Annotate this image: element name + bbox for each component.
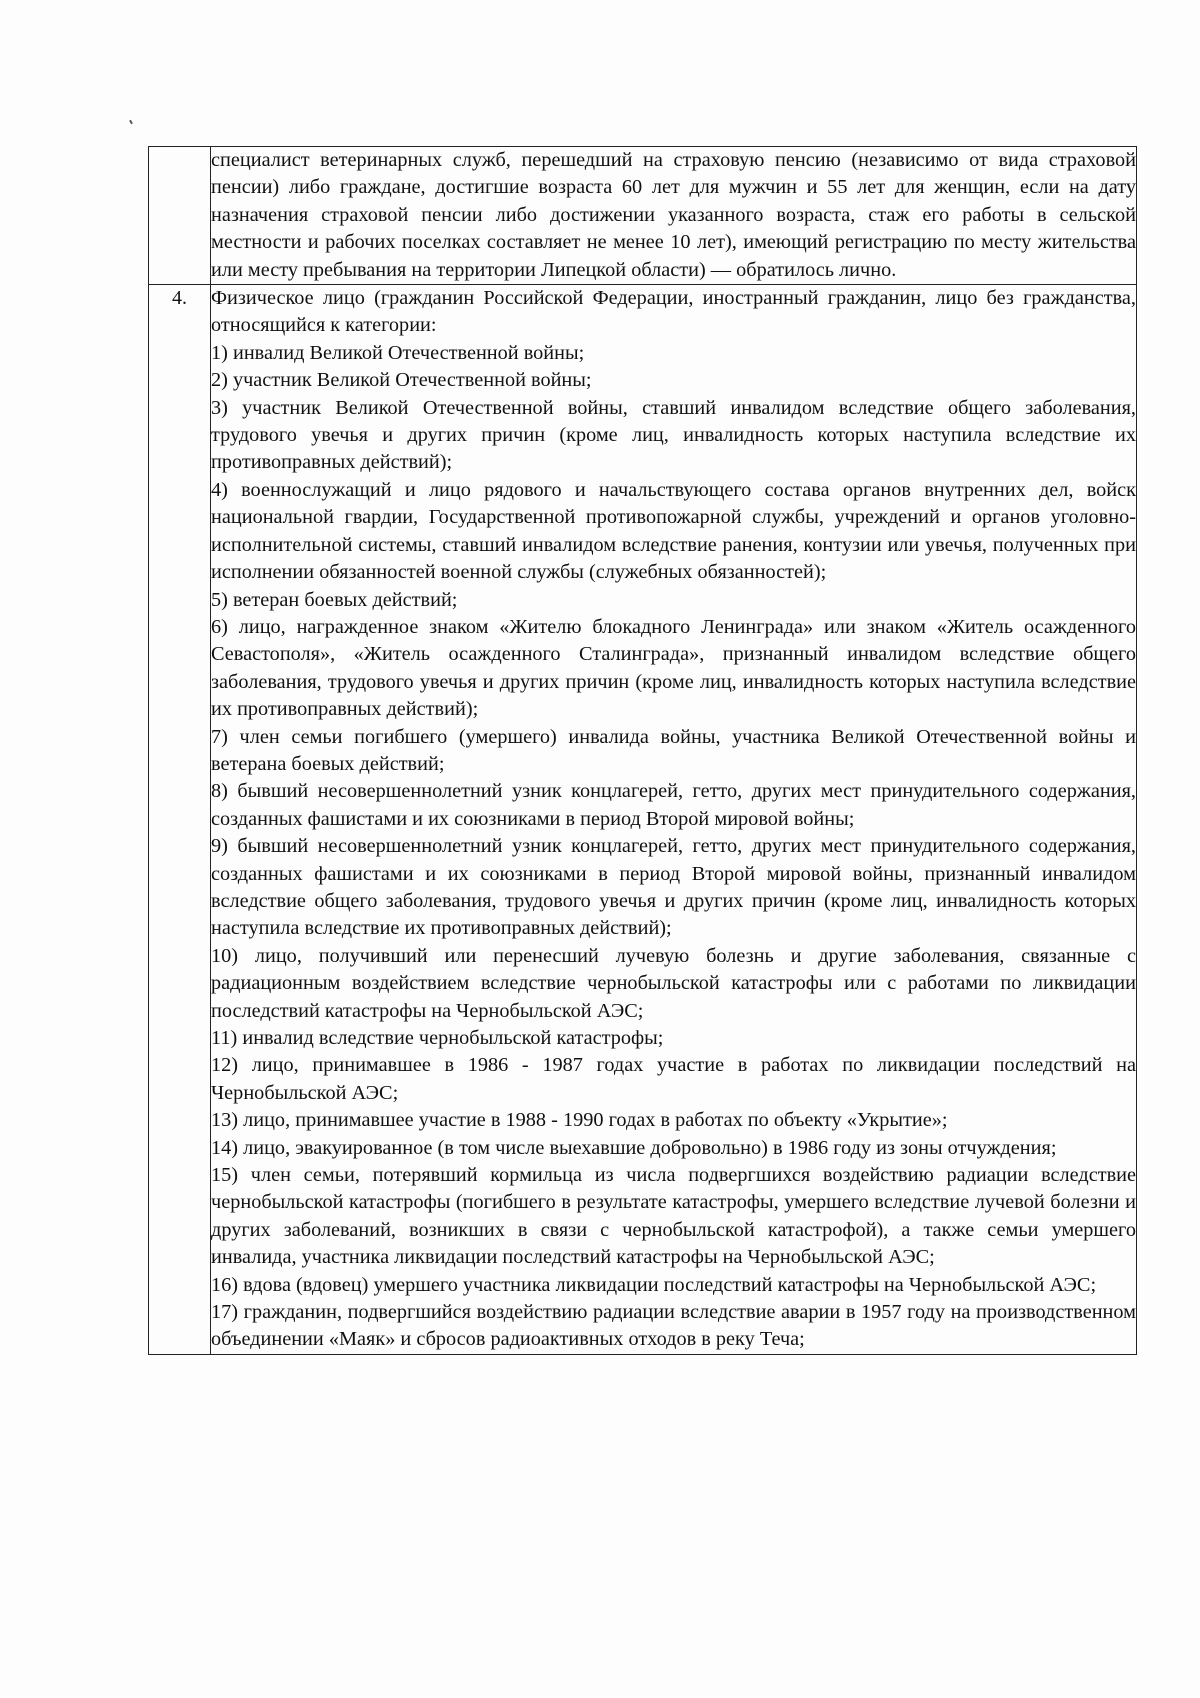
continuation-paragraph: специалист ветеринарных служб, перешедший на страховую пенсию (независимо от вида страховой пенсии) либо граждане, достигшие возраста 60 лет для мужчин и 55 лет для женщин, если на дату назначения страховой пенсии либо достижении указанного возраста, стаж его работы в сельской местности и рабочих поселках составляет не менее 10 лет), имеющий регистрацию по месту жительства или месту пребывания на территории Липецкой области) — обратилось лично. xyxy=(211,149,1136,281)
list-item: 14) лицо, эвакуированное (в том числе выехавшие добровольно) в 1986 году из зоны отчуждения; xyxy=(211,1136,1057,1159)
row-text-cell-continuation xyxy=(211,147,1137,285)
row-number-cell-empty xyxy=(149,147,211,285)
document-table xyxy=(148,146,1137,1355)
row-text-cell-4 xyxy=(211,285,1137,1355)
table-row-continuation xyxy=(149,147,1137,285)
list-item: 17) гражданин, подвергшийся воздействию радиации вследствие аварии в 1957 году на производственном объединении «Маяк» и сбросов радиоактивных отходов в реку Теча; xyxy=(211,1301,1136,1351)
list-item: 10) лицо, получивший или перенесший лучевую болезнь и другие заболевания, связанные с радиационным воздействием вследствие чернобыльской катастрофы или с работами по ликвидации последствий катастрофы на Чернобыльской АЭС; xyxy=(211,944,1136,1022)
list-item: 5) ветеран боевых действий; xyxy=(211,588,458,611)
list-item: 16) вдова (вдовец) умершего участника ликвидации последствий катастрофы на Чернобыльской АЭС; xyxy=(211,1273,1097,1296)
list-item: 15) член семьи, потерявший кормильца из числа подвергшихся воздействию радиации вследствие чернобыльской катастрофы (погибшего в результате катастрофы, умершего вследствие лучевой болезни и других заболеваний, возникших в связи с чернобыльской катастрофой), а также семьи умершего инвалида, участника ликвидации последствий катастрофы на Чернобыльской АЭС; xyxy=(211,1164,1136,1269)
list-item: 4) военнослужащий и лицо рядового и начальствующего состава органов внутренних дел, войск национальной гвардии, Государственной противопожарной службы, учреждений и органов уголовно-исполнительной системы, ставший инвалидом вследствие ранения, контузии или увечья, полученных при исполнении обязанностей военной службы (служебных обязанностей); xyxy=(211,478,1136,584)
list-item: 8) бывший несовершеннолетний узник концлагерей, гетто, других мест принудительного содержания, созданных фашистами и их союзниками в период Второй мировой войны; xyxy=(211,780,1136,830)
list-item: 12) лицо, принимавшее в 1986 - 1987 годах участие в работах по ликвидации последствий на Чернобыльской АЭС; xyxy=(211,1054,1136,1104)
list-item: 13) лицо, принимавшее участие в 1988 - 1990 годах в работах по объекту «Укрытие»; xyxy=(211,1109,948,1132)
list-item: 2) участник Великой Отечественной войны; xyxy=(211,369,592,392)
list-item: 3) участник Великой Отечественной войны, ставший инвалидом вследствие общего заболевания, трудового увечья и других причин (кроме лиц, инвалидность которых наступила вследствие их противоправных действий); xyxy=(211,396,1136,474)
table-row-4 xyxy=(149,285,1137,1355)
list-item: 1) инвалид Великой Отечественной войны; xyxy=(211,341,585,364)
list-item: Физическое лицо (гражданин Российской Федерации, иностранный гражданин, лицо без гражданства, относящийся к категории: xyxy=(211,287,1136,337)
list-item: 9) бывший несовершеннолетний узник концлагерей, гетто, других мест принудительного содержания, созданных фашистами и их союзниками в период Второй мировой войны, признанный инвалидом вследствие общего заболевания, трудового увечья и других причин (кроме лиц, инвалидность которых наступила вследствие их противоправных действий); xyxy=(211,835,1136,940)
list-item: 6) лицо, награжденное знаком «Жителю блокадного Ленинграда» или знаком «Житель осажденного Севастополя», «Житель осажденного Сталинграда», признанный инвалидом вследствие общего заболевания, трудового увечья и других причин (кроме лиц, инвалидность которых наступила вследствие их противоправных действий); xyxy=(211,615,1136,721)
scan-speck xyxy=(129,120,133,124)
list-item: 11) инвалид вследствие чернобыльской катастрофы; xyxy=(211,1027,664,1049)
list-item: 7) член семьи погибшего (умершего) инвалида войны, участника Великой Отечественной войны и ветерана боевых действий; xyxy=(211,725,1136,775)
row-number-cell: 4. xyxy=(149,285,211,1355)
